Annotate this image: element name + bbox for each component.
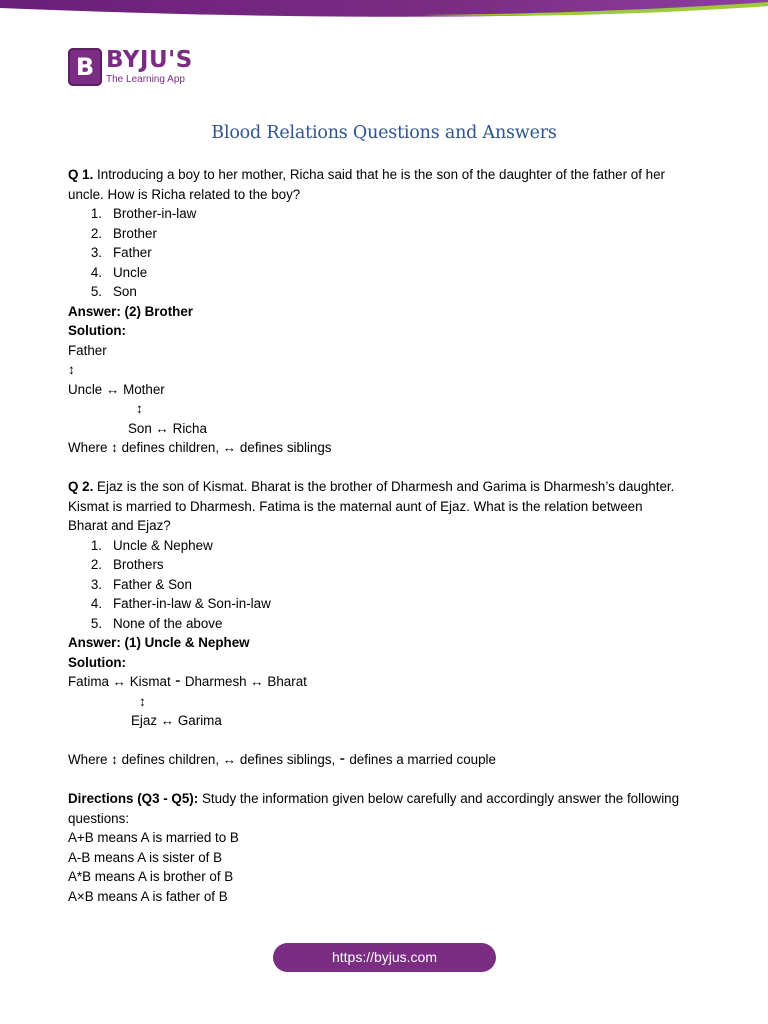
q1-option: 3. Father	[90, 245, 152, 260]
q1-solution-line: Uncle ↔ Mother	[68, 381, 165, 397]
q1-option: 4. Uncle	[90, 264, 148, 280]
q1-legend: Where ↕ defines children, ↔ defines siblings	[68, 440, 332, 455]
logo-tagline: The Learning App	[106, 74, 185, 85]
footer-url-link[interactable]: https://byjus.com	[273, 943, 496, 972]
directions-rule: A×B means A is father of B	[68, 888, 228, 904]
byjus-logo[interactable]	[68, 46, 193, 88]
q1-option: 2. Brother	[90, 225, 157, 241]
q2-solution-label: Solution:	[68, 654, 127, 670]
document-title: Blood Relations Questions and Answers	[211, 123, 557, 143]
q2-option: 1. Uncle & Nephew	[90, 537, 213, 553]
q1-solution-label: Solution:	[68, 323, 127, 338]
logo-name: BYJU'S	[106, 47, 193, 73]
directions-rule: A+B means A is married to B	[68, 830, 239, 845]
q1-solution-line: Son ↔ Richa	[128, 420, 207, 436]
q1-text-line2: uncle. How is Richa related to the boy?	[68, 186, 301, 202]
q2-solution-line: Fatima ↔ Kismat ⁃ Dharmesh ↔ Bharat	[68, 674, 307, 689]
q2-text-line2: Kismat is married to Dharmesh. Fatima is the maternal aunt of Ejaz. What is the relation between	[68, 498, 643, 514]
q1-solution-line: ↕	[68, 362, 75, 377]
logo-mark-icon: B	[68, 48, 102, 86]
q2-legend: Where ↕ defines children, ↔ defines siblings, ⁃ defines a married couple	[68, 752, 496, 767]
directions-text-line1: Directions (Q3 - Q5): Study the information given below carefully and accordingly answer the following	[68, 791, 680, 806]
directions-rule: A*B means A is brother of B	[68, 869, 234, 884]
q1-option: 5. Son	[90, 284, 137, 299]
q2-option: 5. None of the above	[90, 615, 223, 631]
q2-option: 3. Father & Son	[90, 576, 192, 592]
q1-option: 1. Brother-in-law	[90, 206, 197, 221]
q1-solution-line: ↕	[136, 401, 143, 416]
q2-answer: Answer: (1) Uncle & Nephew	[68, 635, 250, 650]
q1-solution-line: Father	[68, 342, 107, 358]
q2-option: 4. Father-in-law & Son-in-law	[90, 596, 271, 611]
directions-text-line2: questions:	[68, 810, 130, 826]
q2-text-line3: Bharat and Ejaz?	[68, 518, 171, 533]
document-body	[68, 165, 708, 906]
q1-answer: Answer: (2) Brother	[68, 303, 193, 319]
q2-solution-line: ↕	[139, 693, 146, 709]
q1-text-line1: Q 1. Introducing a boy to her mother, Richa said that he is the son of the daughter of the father of her	[68, 167, 666, 182]
top-decorative-band	[0, 0, 768, 22]
q2-option: 2. Brothers	[90, 557, 164, 572]
q2-text-line1: Q 2. Ejaz is the son of Kismat. Bharat is the brother of Dharmesh and Garima is Dharmesh’s daughter.	[68, 479, 675, 494]
q2-solution-line: Ejaz ↔ Garima	[131, 713, 222, 728]
directions-rule: A-B means A is sister of B	[68, 849, 223, 865]
